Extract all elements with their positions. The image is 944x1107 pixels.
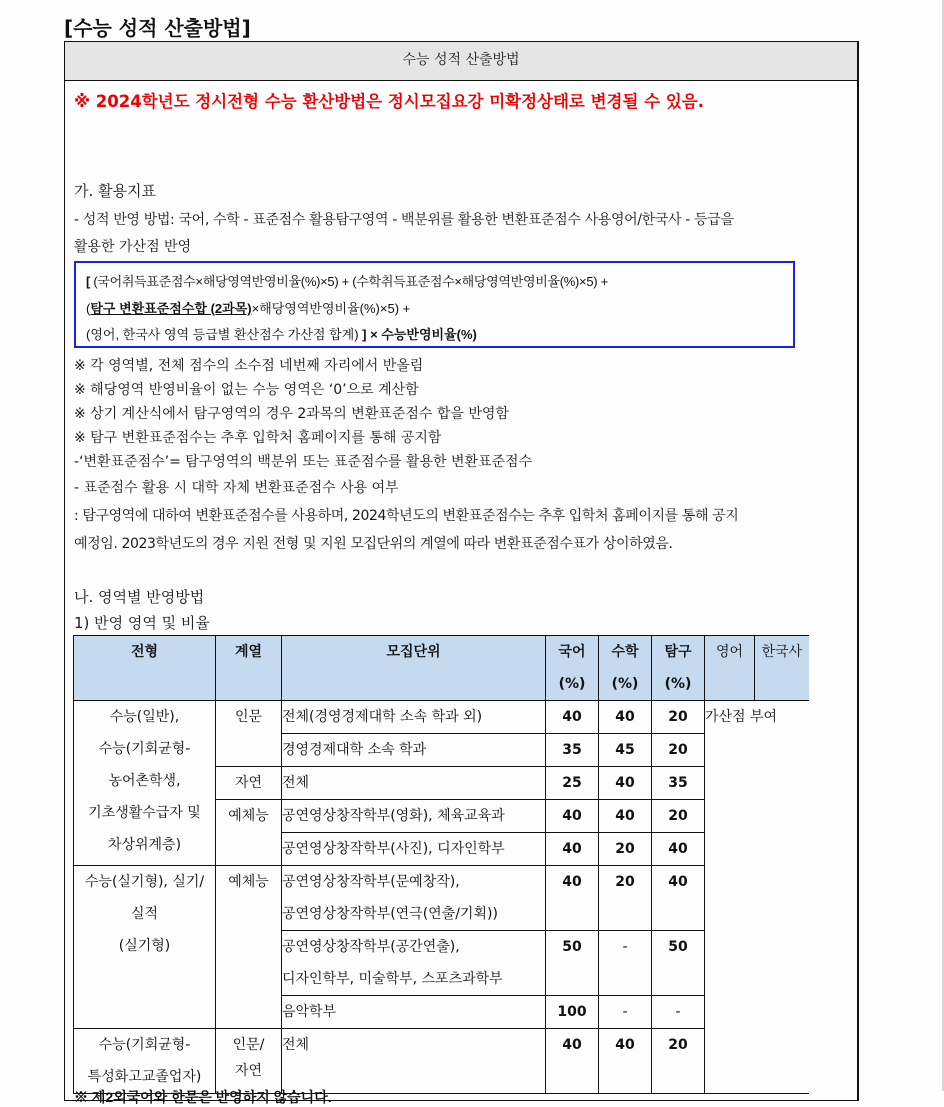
type-line: 차상위계층) (107, 837, 182, 853)
score-method-box (64, 41, 859, 1105)
note-5: -‘변환표준점수’= 탐구영역의 백분위 또는 표준점수를 활용한 변환표준점수 (74, 454, 533, 470)
unit-cell: 음악학부 (282, 996, 546, 1029)
box-header: 수능 성적 산출방법 (65, 42, 857, 81)
header-inquiry-pct: (%) (664, 676, 692, 692)
korean-cell: 40 (546, 800, 599, 833)
method-line-2: 활용한 가산점 반영 (74, 239, 192, 255)
ratio-table (73, 635, 809, 1094)
type-cell (74, 701, 216, 866)
unit-line: 공연영상창작학부(연극(연출/기획)) (282, 906, 498, 922)
header-track: 계열 (216, 636, 282, 701)
inquiry-cell: - (652, 996, 705, 1029)
formula-line-1-text: (국어취득표준점수×해당영역반영비율(%)×5) + (수학취득표준점수×해당영역반영비율(%)×5) + (93, 274, 608, 289)
unit-cell: 경영경제대학 소속 학과 (282, 734, 546, 767)
math-cell: 40 (599, 767, 652, 800)
section-na-title: 나. 영역별 반영방법 (74, 588, 205, 606)
unit-cell: 전체 (282, 1029, 546, 1094)
math-cell: 40 (599, 800, 652, 833)
footnote: ※ 제2외국어와 한문은 반영하지 않습니다. (74, 1089, 332, 1105)
inquiry-cell: 50 (652, 931, 705, 996)
formula-inquiry-sum: 탐구 변환표준점수합 (2과목) (90, 301, 252, 316)
note-7: : 탐구영역에 대하여 변환표준점수를 사용하며, 2024학년도의 변환표준점수는 추후 입학처 홈페이지를 통해 공지 (74, 508, 739, 524)
math-cell: 20 (599, 833, 652, 866)
section-na-subtitle: 1) 반영 영역 및 비율 (74, 614, 210, 632)
type-cell (74, 866, 216, 1029)
type-line: 농어촌학생, (108, 773, 181, 789)
header-english: 영어 (705, 636, 755, 701)
unit-cell (282, 931, 546, 996)
inquiry-cell: 35 (652, 767, 705, 800)
math-cell: 40 (599, 701, 652, 734)
unit-cell: 전체 (282, 767, 546, 800)
note-6: - 표준점수 활용 시 대학 자체 변환표준점수 사용 여부 (74, 480, 399, 496)
unit-line: 디자인학부, 미술학부, 스포츠과학부 (282, 971, 503, 987)
formula-line-2-rest: ×해당영역반영비율(%)×5) + (251, 301, 411, 316)
formula-paren: ( (86, 301, 91, 316)
note-4: ※ 탐구 변환표준점수는 추후 입학처 홈페이지를 통해 공지함 (74, 430, 442, 446)
header-korean-pct: (%) (558, 676, 586, 692)
note-2: ※ 해당영역 반영비율이 없는 수능 영역은 ‘0’으로 계산함 (74, 382, 419, 398)
type-line: 실적 (130, 906, 159, 922)
unit-cell: 공연영상창작학부(사진), 디자인학부 (282, 833, 546, 866)
korean-cell: 50 (546, 931, 599, 996)
header-unit: 모집단위 (282, 636, 546, 701)
table-row (74, 1029, 809, 1094)
korean-cell: 40 (546, 701, 599, 734)
type-line: 특성화고교졸업자) (87, 1069, 202, 1085)
formula-ratio: ] × 수능반영비율(%) (362, 327, 477, 342)
notice-warning: ※ 2024학년도 정시전형 수능 환산방법은 정시모집요강 미확정상태로 변경될 수 있음. (74, 92, 704, 111)
type-line: (실기형) (118, 938, 171, 954)
type-line: 수능(기회균형- (98, 1037, 191, 1053)
formula-line-1: [ (국어취득표준점수×해당영역반영비율(%)×5) + (수학취득표준점수×해당영역반영비율(%)×5) + (86, 274, 608, 289)
header-korean (546, 636, 599, 701)
note-8: 예정임. 2023학년도의 경우 지원 전형 및 지원 모집단위의 계열에 따라 변환표준점수표가 상이하였음. (74, 536, 673, 552)
bonus-points-cell: 가산점 부여 (705, 701, 809, 1094)
unit-line: 공연영상창작학부(공간연출), (282, 939, 460, 955)
track-cell: 예체능 (216, 800, 282, 866)
track-cell: 인문 (216, 701, 282, 767)
table-row (74, 701, 809, 734)
math-cell: 40 (599, 1029, 652, 1094)
korean-cell: 40 (546, 1029, 599, 1094)
section-ga-title: 가. 활용지표 (74, 182, 156, 200)
type-line: 기초생활수급자 및 (88, 805, 201, 821)
header-math-label: 수학 (611, 644, 639, 660)
formula-line-3-text: (영어, 한국사 영역 등급별 환산점수 가산점 합계) (86, 327, 363, 342)
track-line: 인문/ (232, 1037, 265, 1053)
korean-cell: 25 (546, 767, 599, 800)
inquiry-cell: 40 (652, 833, 705, 866)
korean-cell: 40 (546, 866, 599, 931)
inquiry-cell: 20 (652, 701, 705, 734)
math-cell: - (599, 996, 652, 1029)
track-cell: 예체능 (216, 866, 282, 1029)
method-line-1: - 성적 반영 방법: 국어, 수학 - 표준점수 활용탐구영역 - 백분위를 활용한 변환표준점수 사용영어/한국사 - 등급을 (74, 212, 734, 228)
track-cell (216, 1029, 282, 1094)
track-cell: 자연 (216, 767, 282, 800)
formula-box (74, 261, 795, 348)
header-korean-label: 국어 (558, 644, 586, 660)
inquiry-cell: 20 (652, 800, 705, 833)
korean-cell: 40 (546, 833, 599, 866)
unit-line: 공연영상창작학부(문예창작), (282, 874, 460, 890)
unit-cell: 전체(경영경제대학 소속 학과 외) (282, 701, 546, 734)
unit-cell (282, 866, 546, 931)
math-cell: 20 (599, 866, 652, 931)
inquiry-cell: 20 (652, 1029, 705, 1094)
table-row (74, 866, 809, 931)
header-math (599, 636, 652, 701)
header-inquiry-label: 탐구 (664, 644, 692, 660)
page-title: [수능 성적 산출방법] (64, 16, 251, 40)
header-math-pct: (%) (611, 676, 639, 692)
header-type: 전형 (74, 636, 216, 701)
track-line: 자연 (234, 1063, 263, 1079)
type-line: 수능(기회균형- (98, 741, 191, 757)
inquiry-cell: 40 (652, 866, 705, 931)
header-inquiry (652, 636, 705, 701)
type-cell (74, 1029, 216, 1094)
note-1: ※ 각 영역별, 전체 점수의 소수점 네번째 자리에서 반올림 (74, 358, 424, 374)
type-line: 수능(실기형), 실기/ (84, 874, 205, 890)
table-header-row (74, 636, 809, 701)
type-line: 수능(일반), (109, 709, 180, 725)
note-3: ※ 상기 계산식에서 탐구영역의 경우 2과목의 변환표준점수 합을 반영함 (74, 406, 509, 422)
header-history: 한국사 (755, 636, 809, 701)
korean-cell: 100 (546, 996, 599, 1029)
unit-cell: 공연영상창작학부(영화), 체육교육과 (282, 800, 546, 833)
korean-cell: 35 (546, 734, 599, 767)
math-cell: - (599, 931, 652, 996)
math-cell: 45 (599, 734, 652, 767)
formula-line-2 (86, 298, 410, 317)
inquiry-cell: 20 (652, 734, 705, 767)
formula-line-3 (86, 324, 477, 343)
